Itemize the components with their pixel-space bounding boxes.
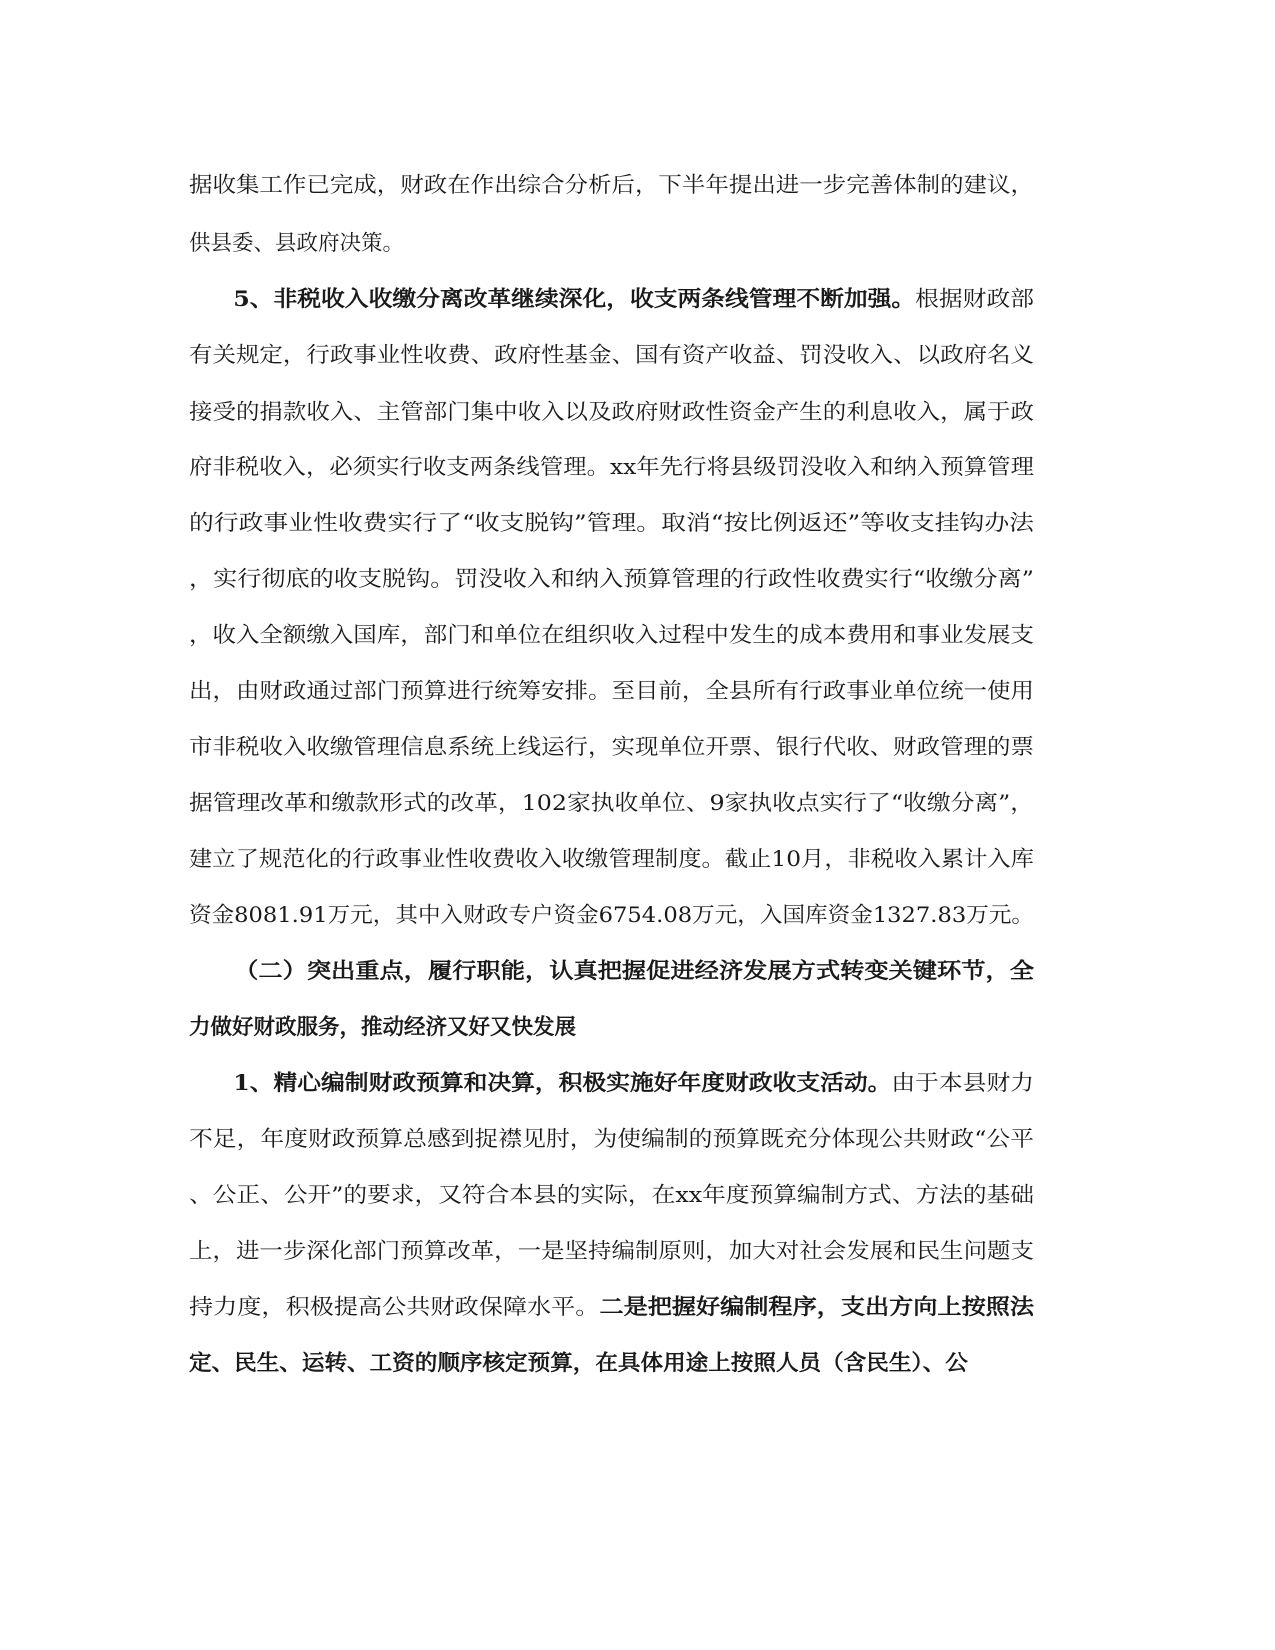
section-2-heading: （二）突出重点，履行职能，认真把握促进经济发展方式转变关键环节，全 <box>234 959 1035 984</box>
line-text: 接受的捐款收入、主管部门集中收入以及政府财政性资金产生的利息收入，属于政 <box>189 400 1034 425</box>
paragraph-5-heading: 5、非税收入收缴分离改革继续深化，收支两条线管理不断加强。 <box>233 287 916 312</box>
line-text: 持力度，积极提高公共财政保障水平。 <box>189 1295 600 1320</box>
line-text: 资金8081.91万元，其中入财政专户资金6754.08万元，入国库资金1327.83万元。 <box>189 903 1035 928</box>
line-text: 由于本县财力 <box>891 1071 1034 1096</box>
text-line-18 <box>189 1122 1185 1158</box>
line-text: 的行政事业性收费实行了“收支脱钩”管理。取消“按比例返还”等收支挂钩办法 <box>189 511 1035 536</box>
paragraph-1-heading: 1、精心编制财政预算和决算，积极实施好年度财政收支活动。 <box>233 1071 892 1096</box>
text-line-1 <box>189 168 1172 204</box>
text-line-19 <box>189 1178 1182 1214</box>
text-line-20 <box>189 1234 1172 1270</box>
text-line-22 <box>189 1346 1134 1382</box>
text-line-10 <box>189 674 1172 710</box>
line-text: 不足，年度财政预算总感到捉襟见肘，为使编制的预算既充分体现公共财政“公平 <box>189 1127 1034 1152</box>
line-text: ，实行彻底的收支脱钩。罚没收入和纳入预算管理的行政性收费实行“收缴分离” <box>189 567 1035 592</box>
text-line-4 <box>189 338 1172 374</box>
line-text: ，收入全额缴入国库，部门和单位在组织收入过程中发生的成本费用和事业发展支 <box>189 623 1034 648</box>
text-line-12 <box>189 786 1184 822</box>
text-line-8 <box>189 562 1199 598</box>
text-line-11 <box>189 730 1172 766</box>
line-text: 、公正、公开”的要求，又符合本县的实际，在xx年度预算编制方式、方法的基础 <box>189 1183 1035 1208</box>
text-line-14 <box>189 898 1135 934</box>
text-line-13 <box>189 842 1164 878</box>
bold-suffix: 二是把握好编制程序，支出方向上按照法 <box>599 1295 1035 1320</box>
text-line-9 <box>189 618 1172 654</box>
line-text: 府非税收入，必须实行收支两条线管理。xx年先行将县级罚没收入和纳入预算管理 <box>189 455 1034 480</box>
text-line-21 <box>189 1290 1200 1326</box>
section-2-heading-cont: 力做好财政服务，推动经济又好又快发展 <box>189 1015 577 1040</box>
line-text: 根据财政部 <box>915 287 1034 312</box>
text-line-6 <box>189 450 1168 486</box>
line-text: 市非税收入收缴管理信息系统上线运行，实现单位开票、银行代收、财政管理的票 <box>189 735 1034 760</box>
paragraph-5-heading-line <box>189 282 1184 318</box>
section-2-heading-line-2 <box>189 1010 1089 1046</box>
line-text: 据管理改革和缴款形式的改革，102家执收单位、9家执收点实行了“收缴分离”， <box>189 791 1034 816</box>
section-2-heading-line-1 <box>189 954 1204 990</box>
line-text: 上，进一步深化部门预算改革，一是坚持编制原则，加大对社会发展和民生问题支 <box>189 1239 1034 1264</box>
text-line-5 <box>189 395 1172 431</box>
line-text: 供县委、县政府决策。 <box>189 231 405 256</box>
line-text: 建立了规范化的行政事业性收费收入收缴管理制度。截止10月，非税收入累计入库 <box>189 847 1034 872</box>
line-text: 有关规定，行政事业性收费、政府性基金、国有资产收益、罚没收入、以政府名义 <box>189 343 1034 368</box>
bold-line: 定、民生、运转、工资的顺序核定预算，在具体用途上按照人员（含民生）、公 <box>189 1351 968 1376</box>
text-line-2 <box>189 226 1089 262</box>
paragraph-1-heading-line <box>189 1066 1184 1102</box>
line-text: 据收集工作已完成，财政在作出综合分析后，下半年提出进一步完善体制的建议， <box>189 173 1034 198</box>
text-line-7 <box>189 506 1228 542</box>
line-text: 出，由财政通过部门预算进行统筹安排。至目前，全县所有行政事业单位统一使用 <box>189 679 1034 704</box>
